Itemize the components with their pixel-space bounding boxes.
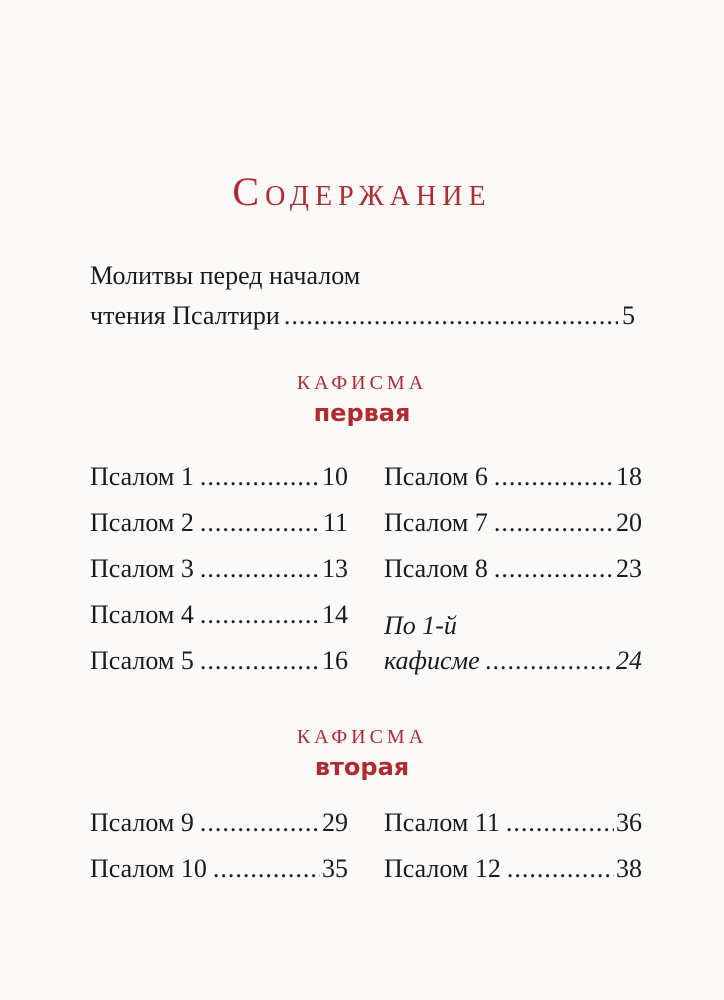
toc-entry-label: Псалом 2 [90,508,194,537]
toc-column-right [384,808,642,900]
page-title: Содержание [232,169,492,214]
toc-column-left [90,462,348,692]
toc-column-right [384,462,642,686]
toc-column-left [90,808,348,900]
toc-page-number: 23 [616,554,642,583]
toc-entry[interactable] [90,808,348,854]
toc-page-number: 36 [616,808,642,837]
toc-entry[interactable] [90,554,348,600]
section-heading-kathisma-2 [0,718,724,782]
toc-entry[interactable] [384,554,642,600]
toc-page-number: 18 [616,462,642,491]
toc-page-number: 20 [616,508,642,537]
section-ordinal: вторая [314,753,410,781]
dot-leader [494,554,614,584]
toc-entry-label: Псалом 5 [90,646,194,675]
toc-entry-label: Псалом 4 [90,600,194,629]
toc-page-number: 11 [322,508,348,537]
dot-leader [506,808,614,838]
toc-page-number: 24 [616,646,642,675]
toc-entry[interactable] [90,462,348,508]
toc-entry-label: Псалом 6 [384,462,488,491]
toc-entry-label: Псалом 11 [384,808,500,837]
dot-leader [200,600,320,630]
dot-leader [200,646,320,676]
toc-entry[interactable] [384,854,642,900]
section-keyword: кафисма [296,365,428,396]
toc-entry-label-line1: Молитвы перед началом [90,261,361,290]
toc-page-number: 14 [322,600,348,629]
toc-entry-label: кафисме [384,646,480,675]
dot-leader [494,508,614,538]
toc-entry-prayers[interactable] [90,256,650,336]
toc-page-number: 10 [322,462,348,491]
toc-page-number: 16 [322,646,348,675]
toc-page-number: 13 [322,554,348,583]
dot-leader [284,296,618,336]
toc-entry-label-line2: чтения Псалтири [90,301,280,330]
toc-page-number: 35 [322,854,348,883]
dot-leader [200,508,321,538]
toc-entry-label: Псалом 9 [90,808,194,837]
toc-entry-after-kathisma[interactable]: По 1-й кафисме ..... 24 [384,606,642,686]
toc-entry[interactable] [384,508,642,554]
dot-leader [507,854,614,884]
toc-entry[interactable] [90,854,348,900]
section-ordinal: первая [313,399,411,427]
toc-entry[interactable] [90,646,348,692]
toc-entry-label: Псалом 8 [384,554,488,583]
dot-leader [213,854,320,884]
section-keyword: кафисма [296,719,428,750]
toc-entry-label: Псалом 7 [384,508,488,537]
section-heading-kathisma-1 [0,364,724,428]
toc-page-number: 5 [622,301,635,330]
dot-leader [200,808,320,838]
toc-entry[interactable] [384,462,642,508]
dot-leader [486,646,614,676]
toc-entry-label: Псалом 3 [90,554,194,583]
toc-page-number: 29 [322,808,348,837]
dot-leader [200,554,320,584]
toc-entry-label: Псалом 12 [384,854,501,883]
dot-leader [200,462,320,492]
toc-entry[interactable] [384,808,642,854]
dot-leader [494,462,614,492]
toc-entry-label: Псалом 1 [90,462,194,491]
toc-entry-label: Псалом 10 [90,854,207,883]
toc-entry[interactable] [90,600,348,646]
toc-entry[interactable] [90,508,348,554]
toc-page-number: 38 [616,854,642,883]
